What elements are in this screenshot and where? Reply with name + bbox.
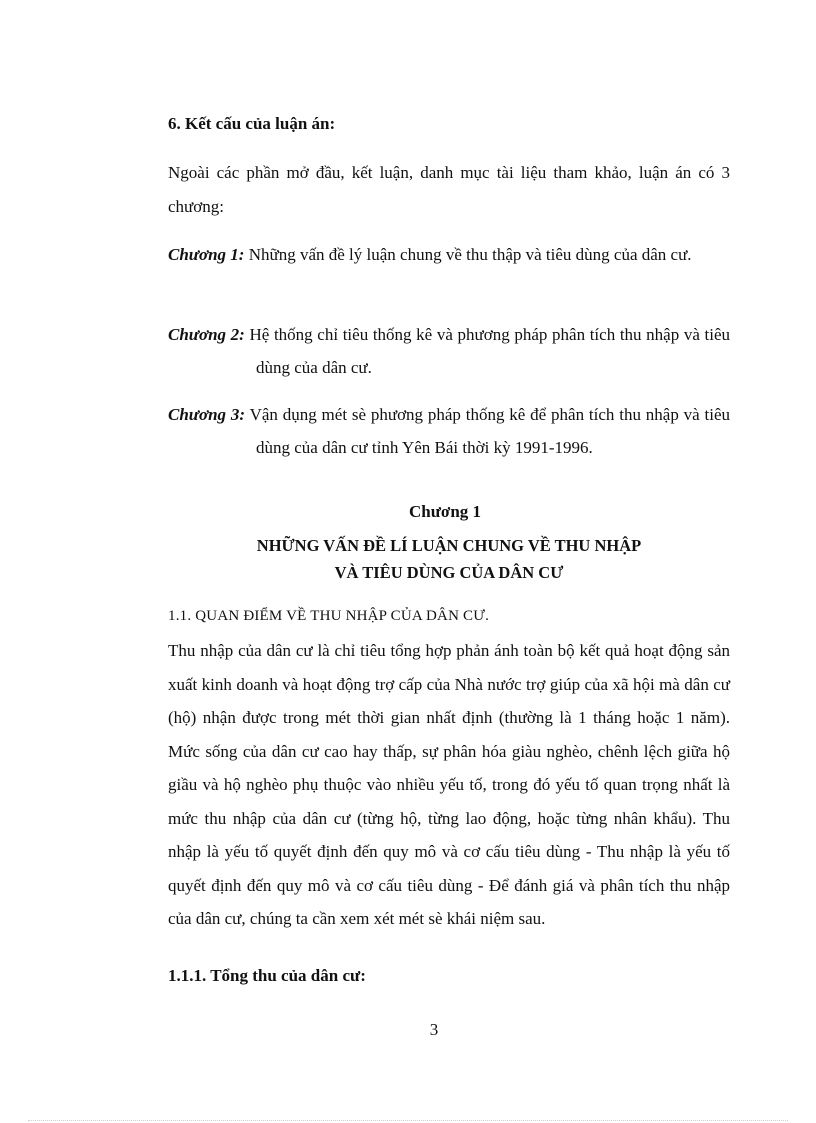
section-1-1-body-text: Thu nhập của dân cư là chỉ tiêu tổng hợp phản ánh toàn bộ kết quả hoạt động sản xuất kinh doanh và hoạt động trợ cấp của Nhà nước trợ giúp của xã hội mà dân cư (hộ) nhận được trong mét thời gian nhất định (thường là 1 tháng hoặc 1 năm). Mức sống của dân cư cao hay thấp, sự phân hóa giàu nghèo, chênh lệch giữa hộ giầu và hộ nghèo phụ thuộc vào nhiều yếu tố, trong đó yếu tố quan trọng nhất là mức thu nhập của dân cư (từng hộ, từng lao động, hoặc từng nhân khẩu). Thu nhập là yếu tố quyết định đến quy mô và cơ cấu tiêu dùng - Thu nhập là yếu tố quyết định đến quy mô và cơ cấu tiêu dùng - Để đánh giá và phân tích thu nhập của dân cư, chúng ta cần xem xét mét sè khái niệm sau. <box>168 641 730 928</box>
section-1-1-body <box>168 634 730 936</box>
chapter-item-2-text: Hệ thống chỉ tiêu thống kê và phương pháp phân tích thu nhập và tiêu dùng của dân cư. <box>249 325 731 377</box>
chapter-item-3-label: Chương 3: <box>168 405 246 424</box>
chapter-item-1 <box>168 238 730 271</box>
chapter-item-3 <box>168 398 730 464</box>
chapter-item-3-text: Vận dụng mét sè phương pháp thống kê để phân tích thu nhập và tiêu dùng của dân cư tỉnh Yên Bái thời kỳ 1991-1996. <box>249 405 730 457</box>
section-6-intro-text: Ngoài các phần mở đầu, kết luận, danh mục tài liệu tham khảo, luận án có 3 chương: <box>168 163 730 216</box>
chapter-item-1-label: Chương 1: <box>168 245 245 264</box>
page-number: 3 <box>429 1020 439 1039</box>
chapter-item-2-label: Chương 2: <box>168 325 245 344</box>
section-6-intro <box>168 156 730 223</box>
page-bottom-divider <box>28 1120 788 1121</box>
chapter-item-2 <box>168 318 730 384</box>
chapter-1-heading: Chương 1 <box>408 502 482 521</box>
section-1-1-title: 1.1. QUAN ĐIỂM VỀ THU NHẬP CỦA DÂN CƯ. <box>168 608 490 624</box>
section-6-title: 6. Kết cấu của luận án: <box>168 114 336 133</box>
chapter-1-title-line2: VÀ TIÊU DÙNG CỦA DÂN CƯ <box>334 563 564 582</box>
chapter-item-1-text: Những vấn đề lý luận chung về thu thập và tiêu dùng của dân cư. <box>248 245 692 264</box>
section-1-1-1-title: 1.1.1. Tổng thu của dân cư: <box>168 966 366 985</box>
chapter-1-title-line1: NHỮNG VẤN ĐỀ LÍ LUẬN CHUNG VỀ THU NHẬP <box>256 536 642 555</box>
